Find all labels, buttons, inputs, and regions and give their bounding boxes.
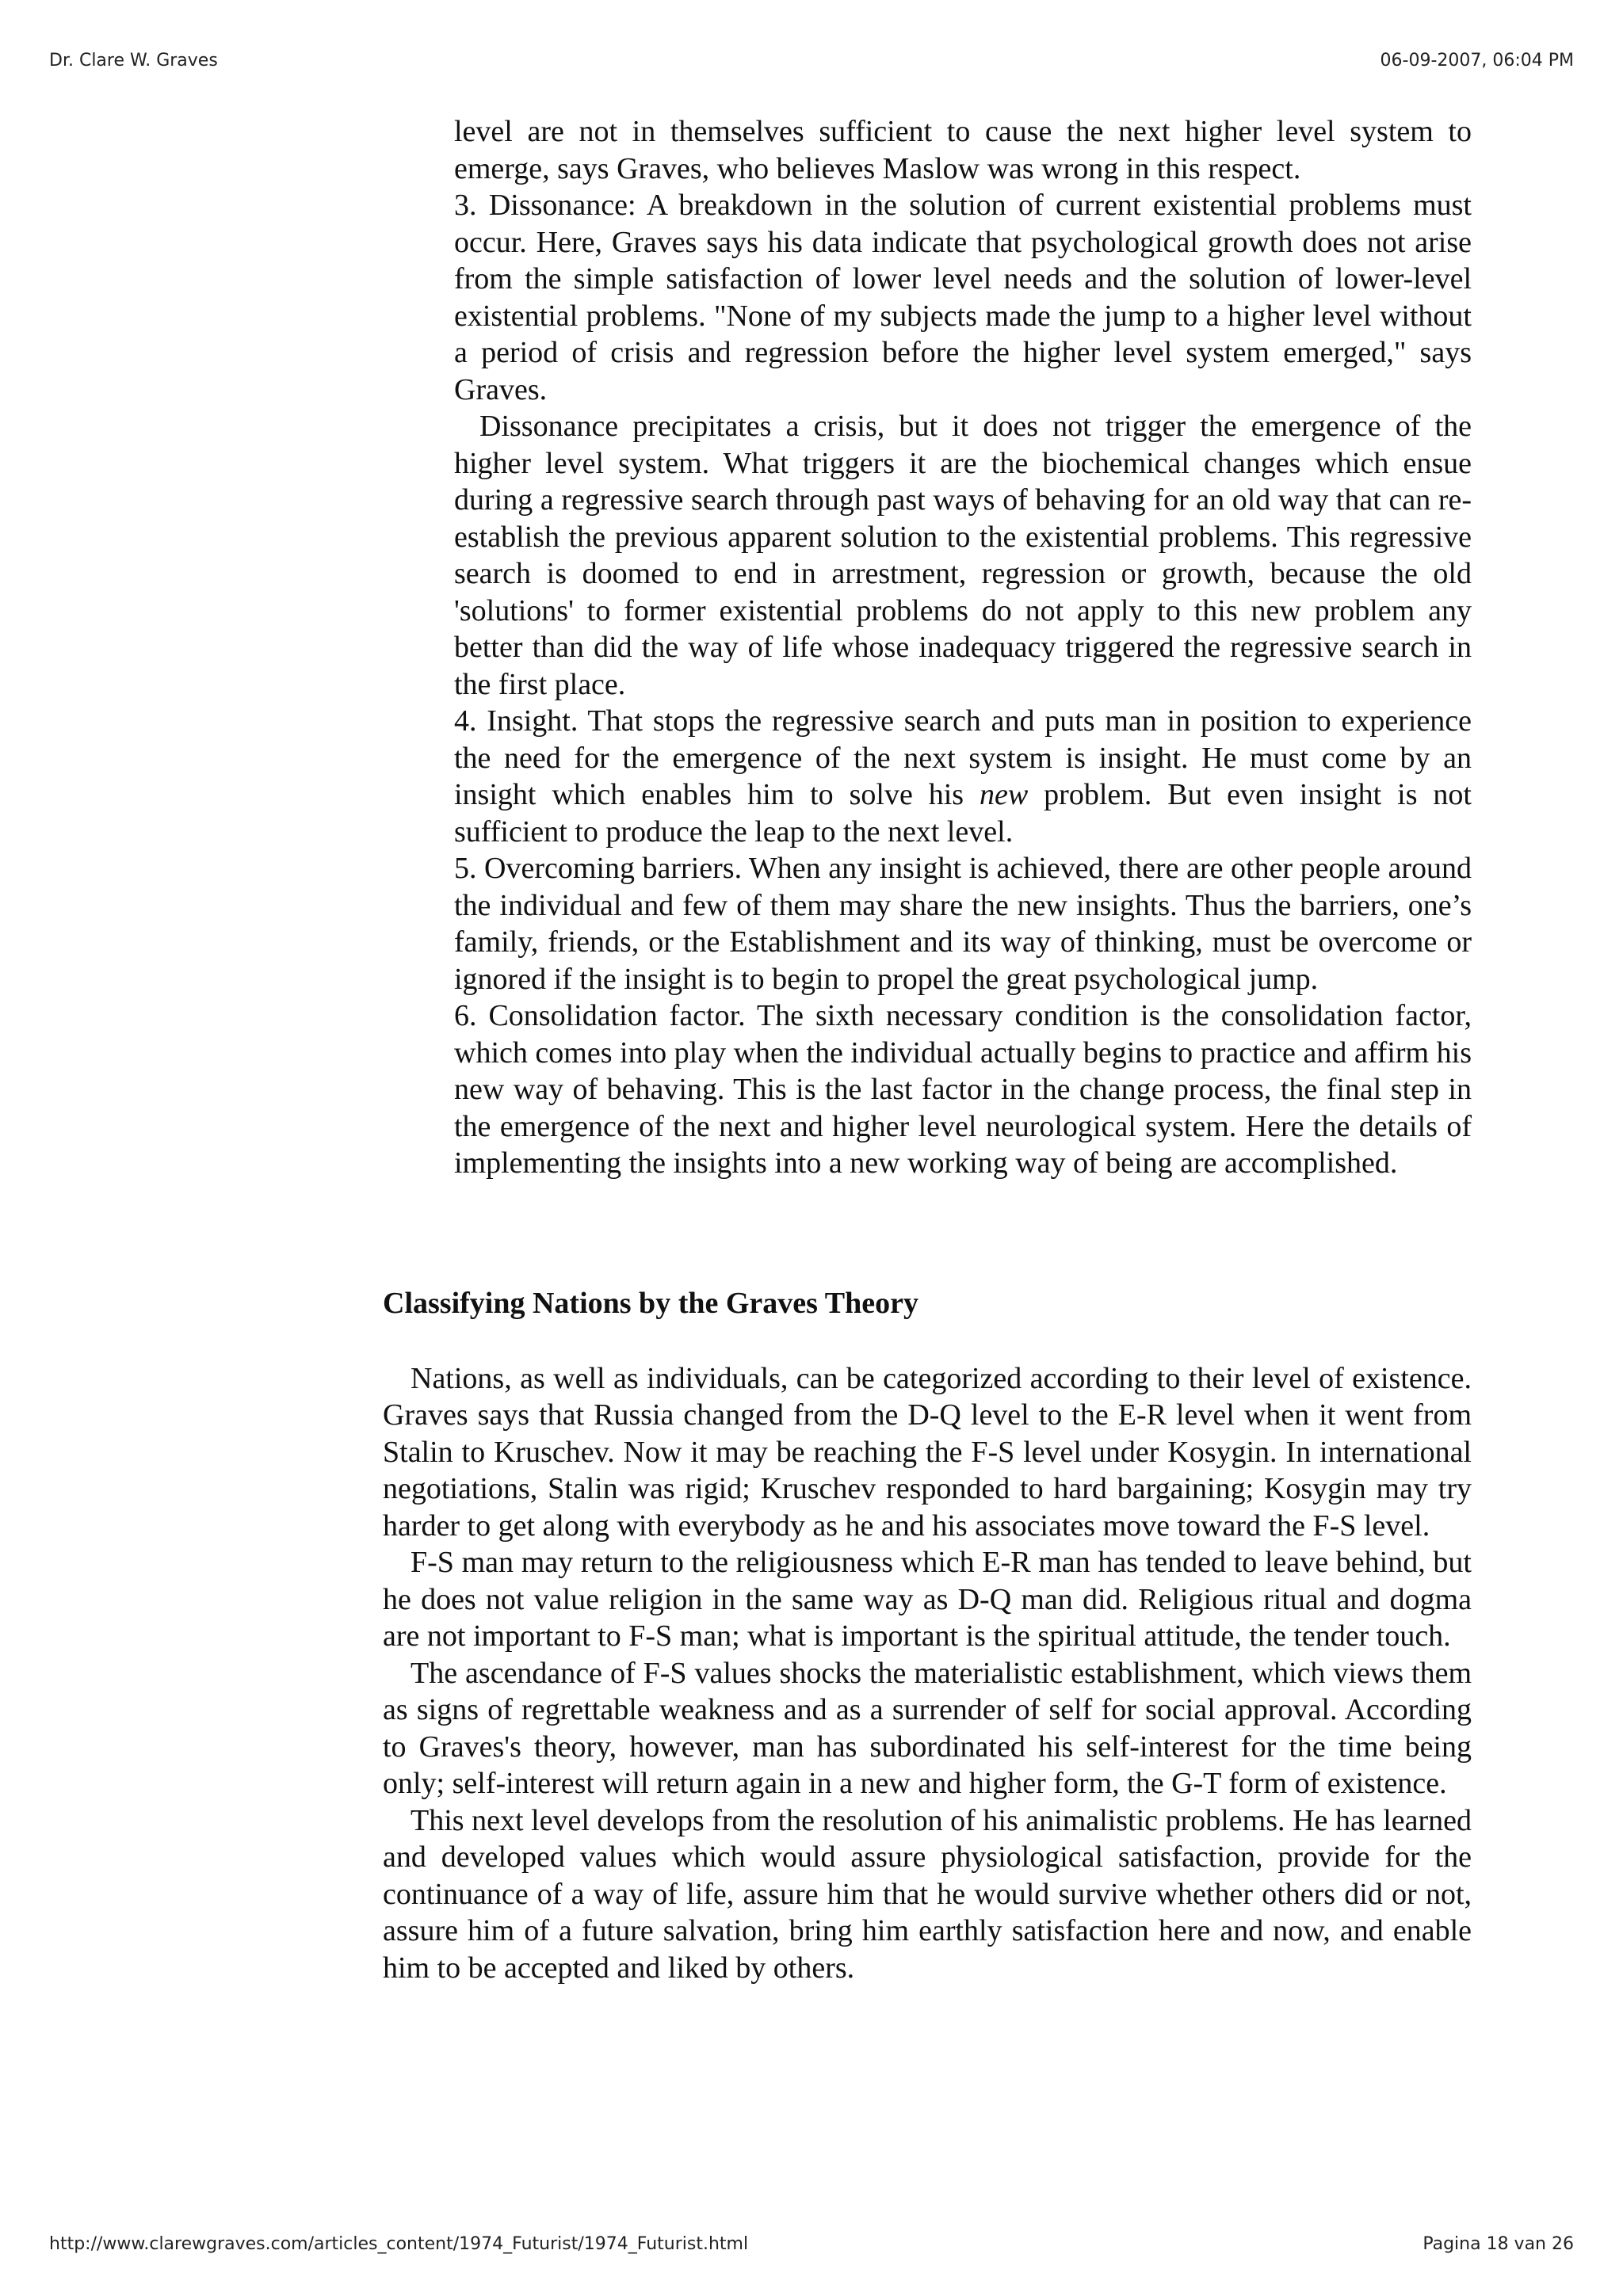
section-heading: Classifying Nations by the Graves Theory bbox=[383, 1287, 918, 1320]
print-header bbox=[49, 51, 1574, 71]
header-document-title: Dr. Clare W. Graves bbox=[49, 51, 218, 71]
header-timestamp: 06-09-2007, 06:04 PM bbox=[1380, 51, 1574, 71]
condition-item-3-followup: Dissonance precipitates a crisis, but it does not trigger the emergence of the higher level system. What triggers it are the biochemical changes which ensue during a regressive search through past ways of behaving for an old way that can re-establish the previous apparent solution to the existential problems. This regressive search is doomed to end in arrestment, regression or growth, because the old 'solutions' to former existential problems do not apply to this new problem any better than did the way of life whose inadequacy triggered the regressive search in the first place. bbox=[454, 410, 1472, 701]
condition-item-4-text-end: problem. But even insight is not sufficient to produce the leap to the next level. bbox=[454, 778, 1472, 849]
condition-item-6: 6. Consolidation factor. The sixth necessary condition is the consolidation factor, which comes into play when the individual actually begins to practice and affirm his new way of behaving. This is the last factor in the change process, the final step in the emergence of the next and higher level neurological system. Here the details of implementing the insights into a new working way of being are accomplished. bbox=[454, 999, 1472, 1180]
section-paragraph: Nations, as well as individuals, can be categorized according to their level of existence. Graves says that Russia changed from the D-Q level to the E-R level when it went from Stalin to Kruschev. Now it may be reaching the F-S level under Kosygin. In international negotiations, Stalin was rigid; Kruschev responded to hard bargaining; Kosygin may try harder to get along with everybody as he and his associates move toward the F-S level. bbox=[383, 1361, 1472, 1543]
print-footer bbox=[49, 2234, 1574, 2254]
condition-item-3: 3. Dissonance: A breakdown in the solution of current existential problems must occur. Here, Graves says his data indicate that psychological growth does not arise from the simple satisfaction of lower level needs and the solution of lower-level existential problems. "None of my subjects made the jump to a higher level without a period of crisis and regression before the higher level system emerged," says Graves. bbox=[454, 189, 1472, 406]
continuation-paragraph: level are not in themselves sufficient to cause the next higher level system to emerge, says Graves, who believes Maslow was wrong in this respect. bbox=[454, 115, 1472, 185]
section-paragraph: This next level develops from the resolution of his animalistic problems. He has learned and developed values which would assure physiological satisfaction, provide for the continuance of a way of life, assure him that he would survive whether others did or not, assure him of a future salvation, bring him earthly satisfaction here and now, and enable him to be accepted and liked by others. bbox=[383, 1803, 1472, 1985]
section-paragraph: F-S man may return to the religiousness which E-R man has tended to leave behind, but he does not value religion in the same way as D-Q man did. Religious ritual and dogma are not important to F-S man; what is important is the spiritual attitude, the tender touch. bbox=[383, 1546, 1472, 1653]
condition-item-4-text-start: 4. Insight. That stops the regressive search and puts man in position to experience the need for the emergence of the next system is insight. He must come by an insight which enables him to solve his bbox=[454, 704, 1472, 811]
nations-section bbox=[383, 1285, 1472, 1986]
footer-page-number: Pagina 18 van 26 bbox=[1423, 2234, 1574, 2254]
condition-item-4 bbox=[454, 703, 1472, 850]
conditions-list-block bbox=[454, 113, 1472, 1182]
section-paragraph: The ascendance of F-S values shocks the materialistic establishment, which views them as signs of regrettable weakness and as a surrender of self for social approval. According to Graves's theory, however, man has subordinated his self-interest for the time being only; self-interest will return again in a new and higher form, the G-T form of existence. bbox=[383, 1656, 1472, 1800]
footer-url: http://www.clarewgraves.com/articles_content/1974_Futurist/1974_Futurist.html bbox=[49, 2234, 749, 2254]
condition-item-5: 5. Overcoming barriers. When any insight is achieved, there are other people around the individual and few of them may share the new insights. Thus the barriers, one’s family, friends, or the Establishment and its way of thinking, must be overcome or ignored if the insight is to begin to propel the great psychological jump. bbox=[454, 852, 1472, 996]
emphasis-new: new bbox=[980, 778, 1029, 811]
